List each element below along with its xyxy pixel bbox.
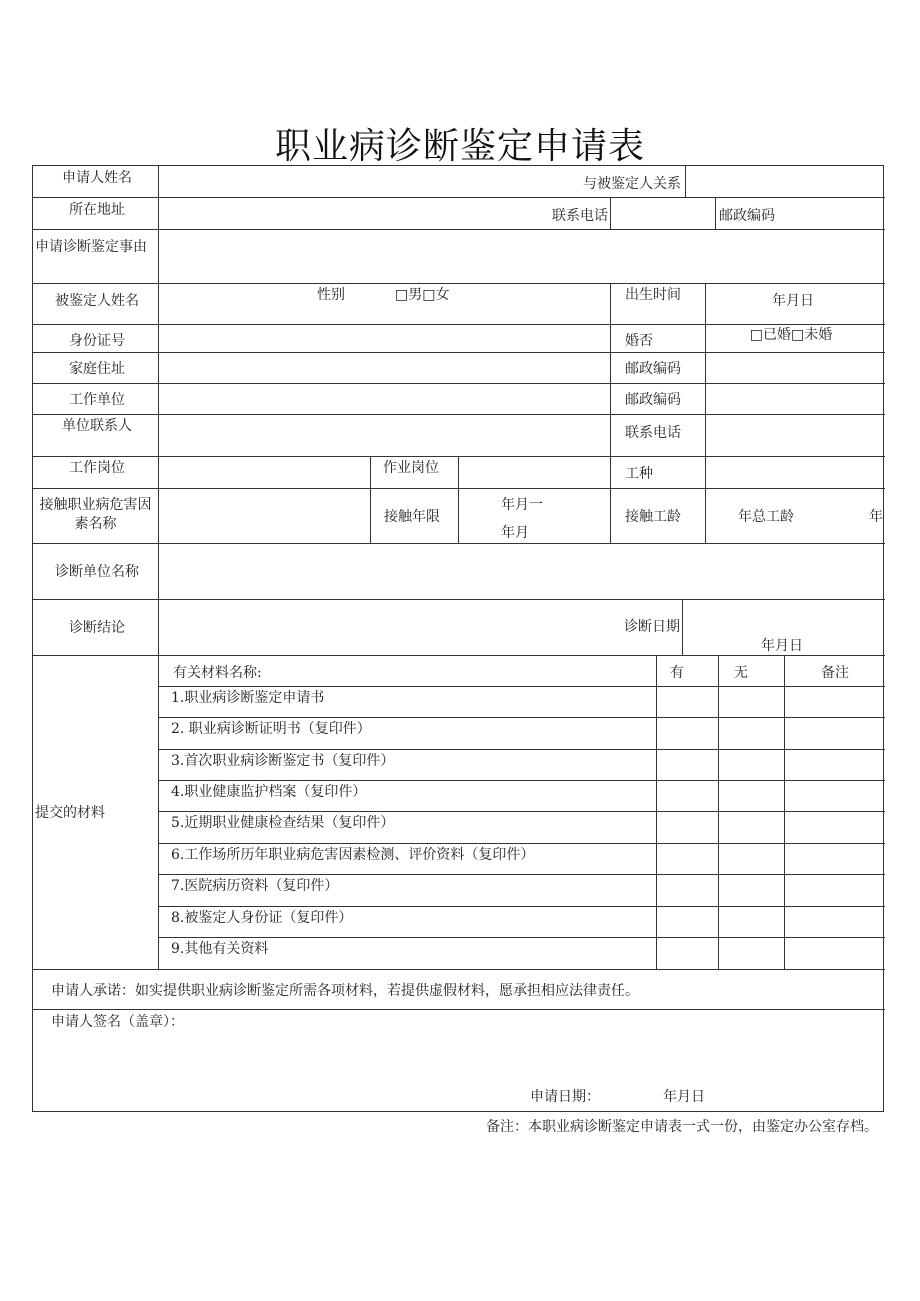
materials-header-no: 无	[734, 665, 748, 681]
materials-header-yes: 有	[670, 665, 684, 681]
applicant-name-field[interactable]	[159, 167, 599, 196]
exposure-years-label: 接触年限	[384, 509, 440, 525]
unit-contact-label: 单位联系人	[62, 418, 132, 434]
post-field[interactable]	[159, 457, 369, 487]
total-age-unit: 年	[869, 509, 883, 525]
marital-label: 婚否	[625, 333, 653, 349]
work-unit-label: 工作单位	[69, 392, 125, 408]
id-number-field[interactable]	[159, 325, 609, 351]
unit-contact-field[interactable]	[159, 415, 609, 455]
applicant-address-field[interactable]	[159, 198, 539, 228]
subject-name-label: 被鉴定人姓名	[55, 293, 139, 309]
home-postcode-label: 邮政编码	[625, 361, 681, 377]
material-item: 1.职业病诊断鉴定申请书	[171, 690, 325, 706]
work-postcode-field[interactable]	[706, 384, 884, 413]
exposure-to: 年月	[501, 525, 529, 541]
conclusion-field[interactable]	[159, 600, 609, 654]
hazard-label: 接触职业病危害因素名称	[39, 497, 152, 532]
applicant-phone-field[interactable]	[611, 198, 714, 228]
materials-header-name: 有关材料名称:	[173, 665, 262, 681]
diagnosis-unit-field[interactable]	[159, 544, 884, 598]
birth-label: 出生时间	[625, 287, 681, 303]
exposure-from: 年月一	[501, 497, 543, 513]
application-form	[32, 165, 884, 1112]
signature-area[interactable]	[34, 1032, 884, 1082]
unit-phone-label: 联系电话	[625, 425, 681, 441]
marital-options[interactable]: □已婚□未婚	[749, 327, 833, 343]
materials-section-label: 提交的材料	[35, 805, 105, 821]
hazard-field[interactable]	[159, 489, 369, 542]
applicant-postcode-label: 邮政编码	[719, 208, 775, 224]
birth-value: 年月日	[772, 293, 814, 309]
home-address-label: 家庭住址	[69, 361, 125, 377]
diagnosis-unit-label: 诊断单位名称	[55, 564, 139, 580]
material-item: 7.医院病历资料（复印件）	[171, 878, 339, 894]
diagnosis-date-value: 年月日	[761, 638, 803, 654]
applicant-postcode-field[interactable]	[793, 198, 884, 228]
material-item: 3.首次职业病诊断鉴定书（复印件）	[171, 753, 395, 769]
footnote: 备注：本职业病诊断鉴定申请表一式一份，由鉴定办公室存档。	[486, 1119, 878, 1135]
applicant-name-label: 申请人姓名	[62, 170, 132, 186]
apply-date-label: 申请日期：	[530, 1089, 600, 1105]
work-postcode-label: 邮政编码	[625, 392, 681, 408]
material-item: 5.近期职业健康检查结果（复印件）	[171, 815, 395, 831]
gender-label: 性别	[317, 287, 345, 303]
materials-header-note: 备注	[821, 665, 849, 681]
applicant-address-label: 所在地址	[69, 202, 125, 218]
home-address-field[interactable]	[159, 353, 609, 382]
commitment-text: 申请人承诺：如实提供职业病诊断鉴定所需各项材料，若提供虚假材料，愿承担相应法律责任。	[51, 983, 639, 999]
conclusion-label: 诊断结论	[69, 620, 125, 636]
apply-date-value: 年月日	[663, 1089, 705, 1105]
material-item: 2. 职业病诊断证明书（复印件）	[171, 721, 371, 737]
material-item: 8.被鉴定人身份证（复印件）	[171, 910, 353, 926]
relation-label: 与被鉴定人关系	[583, 176, 681, 192]
material-item: 6.工作场所历年职业病危害因素检测、评价资料（复印件）	[171, 847, 535, 863]
diagnosis-date-label: 诊断日期	[624, 619, 680, 635]
subject-name-field[interactable]	[159, 284, 299, 323]
job-post-field[interactable]	[459, 457, 609, 487]
material-item: 9.其他有关资料	[171, 941, 269, 957]
reason-label: 申请诊断鉴定事由	[35, 239, 147, 255]
unit-phone-field[interactable]	[706, 415, 884, 455]
home-postcode-field[interactable]	[706, 353, 884, 382]
job-post-label: 作业岗位	[383, 460, 439, 476]
signature-label: 申请人签名（盖章）：	[51, 1014, 184, 1030]
job-type-label: 工种	[625, 466, 653, 482]
job-type-field[interactable]	[706, 457, 884, 487]
gender-options[interactable]: □男□女	[395, 287, 450, 303]
relation-field[interactable]	[686, 167, 884, 196]
reason-field[interactable]	[159, 230, 884, 282]
material-item: 4.职业健康监护档案（复印件）	[171, 784, 367, 800]
applicant-phone-label: 联系电话	[552, 208, 608, 224]
post-label: 工作岗位	[69, 460, 125, 476]
total-age-label: 年总工龄	[738, 509, 794, 525]
id-number-label: 身份证号	[69, 333, 125, 349]
work-unit-field[interactable]	[159, 384, 609, 413]
exposure-age-label: 接触工龄	[625, 509, 681, 525]
page-title: 职业病诊断鉴定申请表	[274, 126, 645, 167]
